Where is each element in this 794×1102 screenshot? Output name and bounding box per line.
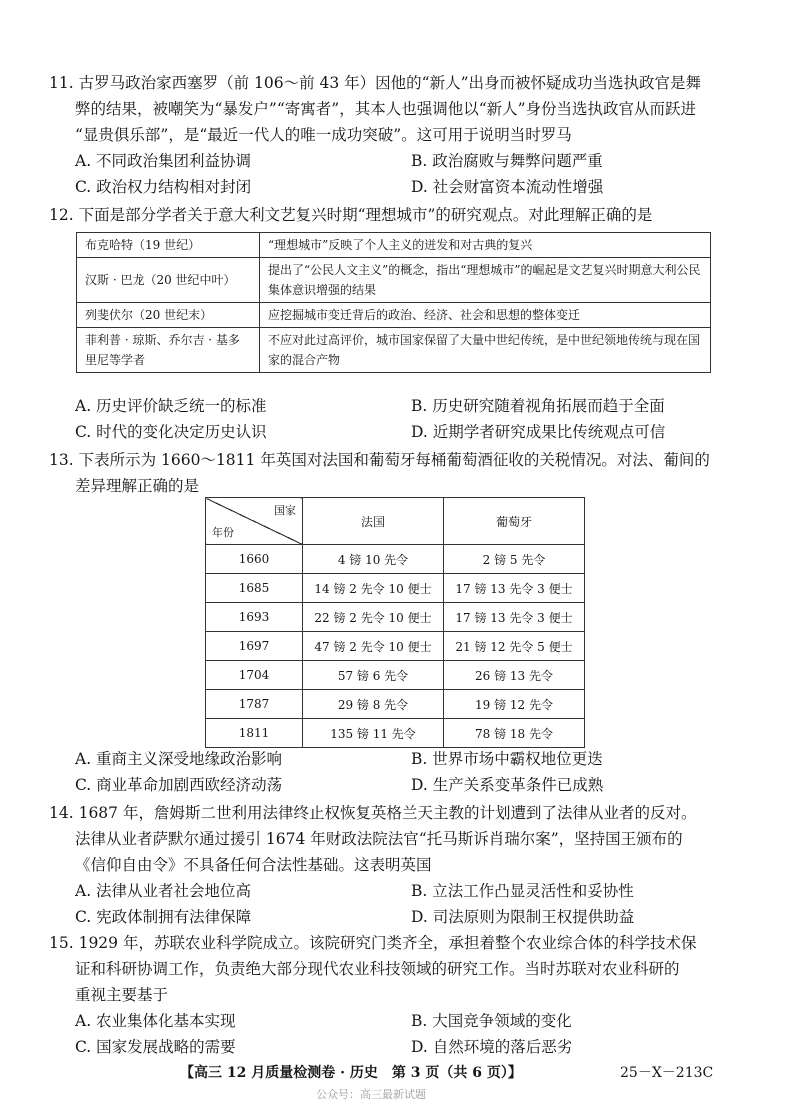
portugal-cell: 26 镑 13 先令: [444, 661, 585, 690]
q13-option-d[interactable]: D. 生产关系变革条件已成熟: [411, 776, 604, 794]
q13-option-a[interactable]: A. 重商主义深受地缘政治影响: [75, 750, 283, 768]
q14-option-b[interactable]: B. 立法工作凸显灵活性和妥协性: [411, 882, 634, 900]
q15-option-d[interactable]: D. 自然环境的落后恶劣: [411, 1038, 573, 1056]
portugal-cell: 21 镑 12 先令 5 便士: [444, 632, 585, 661]
q11-stem-line2: 弊的结果，被嘲笑为“暴发户”“寄寓者”，其本人也强调他以“新人”身份当选执政官从而跃进: [75, 100, 697, 118]
year-cell: 1704: [206, 661, 303, 690]
scholar-cell: 汉斯 · 巴龙（20 世纪中叶）: [77, 258, 260, 303]
q15-option-a[interactable]: A. 农业集体化基本实现: [75, 1012, 236, 1030]
table-row: [206, 719, 585, 748]
france-cell: 22 镑 2 先令 10 便士: [303, 603, 444, 632]
q13-stem-line1: 13. 下表所示为 1660～1811 年英国对法国和葡萄牙每桶葡萄酒征收的关税情况。对法、葡间的: [49, 451, 710, 469]
france-cell: 135 镑 11 先令: [303, 719, 444, 748]
question-13: [49, 447, 725, 499]
scholar-cell: 菲利普 · 琼斯、乔尔吉 · 基多里尼等学者: [77, 328, 260, 373]
q15-stem-line1: 15. 1929 年，苏联农业科学院成立。该院研究门类齐全，承担着整个农业综合体的科学技术保: [49, 934, 697, 952]
table-row: [206, 661, 585, 690]
page-footer-title: 【高三 12 月质量检测卷 · 历史 第 3 页（共 6 页）】: [180, 1065, 522, 1081]
view-cell: 提出了“公民人文主义”的概念，指出“理想城市”的崛起是文艺复兴时期意大利公民集体意识增强的结果: [260, 258, 711, 303]
q12-option-a[interactable]: A. 历史评价缺乏统一的标准: [75, 397, 267, 415]
q15-stem-line3: 重视主要基于: [75, 986, 169, 1004]
q14-options: [75, 878, 725, 930]
paper-code: 25－X－213C: [620, 1065, 714, 1081]
table-row: [206, 603, 585, 632]
france-cell: 4 镑 10 先令: [303, 545, 444, 574]
corner-header: [206, 498, 303, 545]
question-14: [49, 800, 725, 930]
year-cell: 1660: [206, 545, 303, 574]
table-row: [77, 303, 711, 328]
portugal-cell: 2 镑 5 先令: [444, 545, 585, 574]
table-row: [206, 545, 585, 574]
q15-stem-line2: 证和科研协调工作，负责绝大部分现代农业科技领域的研究工作。当时苏联对农业科研的: [75, 960, 680, 978]
france-cell: 14 镑 2 先令 10 便士: [303, 574, 444, 603]
q12-option-b[interactable]: B. 历史研究随着视角拓展而趋于全面: [411, 397, 665, 415]
q14-option-d[interactable]: D. 司法原则为限制王权提供助益: [411, 908, 635, 926]
q11-stem-line1: 11. 古罗马政治家西塞罗（前 106～前 43 年）因他的“新人”出身而被怀疑成功当选执政官是舞: [49, 74, 702, 92]
table-row: [77, 258, 711, 303]
question-11: [49, 70, 725, 200]
portugal-cell: 17 镑 13 先令 3 便士: [444, 574, 585, 603]
france-cell: 29 镑 8 先令: [303, 690, 444, 719]
table-row: [77, 328, 711, 373]
q11-option-c[interactable]: C. 政治权力结构相对封闭: [75, 178, 252, 196]
year-cell: 1685: [206, 574, 303, 603]
view-cell: 应挖掘城市变迁背后的政治、经济、社会和思想的整体变迁: [260, 303, 711, 328]
q15-option-c[interactable]: C. 国家发展战略的需要: [75, 1038, 236, 1056]
wine-tariff-table: [205, 497, 585, 748]
q14-option-a[interactable]: A. 法律从业者社会地位高: [75, 882, 252, 900]
year-cell: 1693: [206, 603, 303, 632]
portugal-cell: 19 镑 12 先令: [444, 690, 585, 719]
year-cell: 1811: [206, 719, 303, 748]
q14-option-c[interactable]: C. 宪政体制拥有法律保障: [75, 908, 252, 926]
column-header-france: 法国: [303, 498, 444, 545]
q14-stem-line3: 《信仰自由令》不具备任何合法性基础。这表明英国: [75, 856, 432, 874]
question-12: [49, 202, 725, 228]
q12-option-d[interactable]: D. 近期学者研究成果比传统观点可信: [411, 423, 666, 441]
table-row: [206, 574, 585, 603]
table-row: [206, 690, 585, 719]
q11-stem-line3: “显贵俱乐部”，是“最近一代人的唯一成功突破”。这可用于说明当时罗马: [75, 126, 572, 144]
year-cell: 1787: [206, 690, 303, 719]
q12-options: [75, 393, 725, 445]
corner-year-label: 年份: [212, 526, 234, 539]
scholar-cell: 列斐伏尔（20 世纪末）: [77, 303, 260, 328]
q13-options: [75, 746, 725, 798]
column-header-portugal: 葡萄牙: [444, 498, 585, 545]
q11-options: [75, 148, 725, 200]
cut-off-watermark-text: 公众号：高三最新试题: [316, 1088, 426, 1101]
corner-country-label: 国家: [274, 504, 296, 517]
q15-options: [75, 1008, 725, 1060]
table-row: [77, 233, 711, 258]
q12-options-block: [75, 393, 725, 445]
q12-option-c[interactable]: C. 时代的变化决定历史认识: [75, 423, 267, 441]
view-cell: 不应对此过高评价，城市国家保留了大量中世纪传统，是中世纪领地传统与现在国家的混合产物: [260, 328, 711, 373]
q13-stem-line2: 差异理解正确的是: [75, 477, 200, 495]
q12-stem-line1: 12. 下面是部分学者关于意大利文艺复兴时期“理想城市”的研究观点。对此理解正确的是: [49, 206, 653, 224]
france-cell: 47 镑 2 先令 10 便士: [303, 632, 444, 661]
question-15: [49, 930, 725, 1060]
scholar-views-table: [76, 232, 711, 373]
table-header-row: [206, 498, 585, 545]
france-cell: 57 镑 6 先令: [303, 661, 444, 690]
q11-option-d[interactable]: D. 社会财富资本流动性增强: [411, 178, 604, 196]
portugal-cell: 78 镑 18 先令: [444, 719, 585, 748]
q15-option-b[interactable]: B. 大国竞争领域的变化: [411, 1012, 572, 1030]
q14-stem-line1: 14. 1687 年，詹姆斯二世利用法律终止权恢复英格兰天主教的计划遭到了法律从业者的反对。: [49, 804, 697, 822]
table-row: [206, 632, 585, 661]
q13-option-c[interactable]: C. 商业革命加剧西欧经济动荡: [75, 776, 283, 794]
q13-options-block: [75, 746, 725, 798]
view-cell: “理想城市”反映了个人主义的迸发和对古典的复兴: [260, 233, 711, 258]
q14-stem-line2: 法律从业者萨默尔通过援引 1674 年财政法院法官“托马斯诉肖瑞尔案”，坚持国王颁布的: [75, 830, 683, 848]
q13-option-b[interactable]: B. 世界市场中霸权地位更迭: [411, 750, 603, 768]
q11-option-a[interactable]: A. 不同政治集团利益协调: [75, 152, 252, 170]
q11-option-b[interactable]: B. 政治腐败与舞弊问题严重: [411, 152, 603, 170]
year-cell: 1697: [206, 632, 303, 661]
portugal-cell: 17 镑 13 先令 3 便士: [444, 603, 585, 632]
scholar-cell: 布克哈特（19 世纪）: [77, 233, 260, 258]
